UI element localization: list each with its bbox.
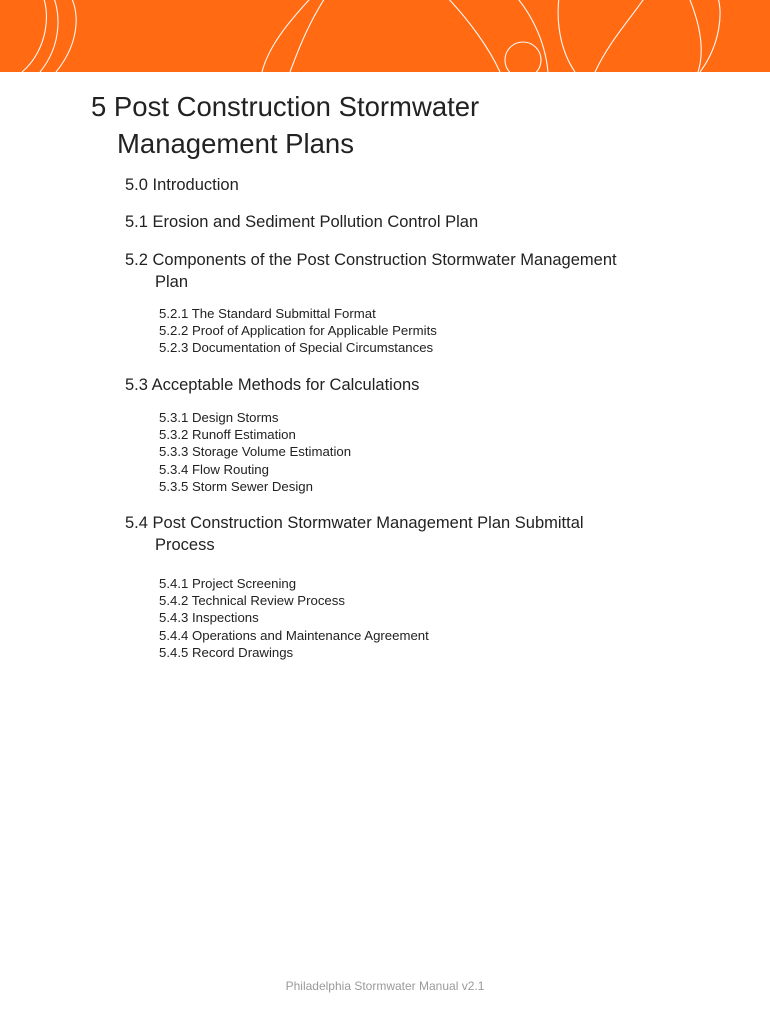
subsection-list-5-4 [159, 575, 429, 661]
list-item: 5.3.5 Storm Sewer Design [159, 478, 313, 494]
list-item: 5.4.1 Project Screening [159, 576, 297, 591]
page-footer: Philadelphia Stormwater Manual v2.1 [285, 979, 485, 993]
section-heading-5-2 [125, 249, 617, 293]
chapter-title-line2: Management Plans [117, 128, 354, 159]
list-item: 5.2.1 The Standard Submittal Format [159, 306, 376, 321]
subsection-list-5-2 [159, 305, 437, 357]
list-item: 5.4.5 Record Drawings [159, 644, 294, 660]
section-heading-5-4 [125, 512, 584, 556]
chapter-title [91, 88, 479, 162]
decorative-arcs [0, 0, 770, 72]
chapter-title-line1: 5 Post Construction Stormwater [91, 91, 480, 122]
section-heading-5-1 [125, 211, 478, 233]
section-heading-label: 5.2 Components of the Post Construction Stormwater Management [125, 251, 617, 269]
section-heading-continuation: Process [155, 536, 215, 554]
section-heading-5-0 [125, 174, 239, 196]
list-item: 5.2.3 Documentation of Special Circumstances [159, 340, 434, 356]
list-item: 5.3.2 Runoff Estimation [159, 427, 296, 443]
list-item: 5.4.2 Technical Review Process [159, 593, 345, 609]
list-item: 5.4.4 Operations and Maintenance Agreement [159, 627, 429, 643]
list-item: 5.4.3 Inspections [159, 610, 259, 626]
section-heading-label: 5.3 Acceptable Methods for Calculations [125, 376, 420, 394]
list-item: 5.3.4 Flow Routing [159, 461, 269, 477]
section-heading-continuation: Plan [155, 273, 189, 291]
section-heading-5-3 [125, 374, 419, 396]
header-banner [0, 0, 770, 72]
list-item: 5.3.1 Design Storms [159, 410, 279, 425]
section-heading-label: 5.1 Erosion and Sediment Pollution Control Plan [125, 213, 479, 231]
list-item: 5.3.3 Storage Volume Estimation [159, 444, 352, 460]
subsection-list-5-3 [159, 409, 351, 495]
section-heading-label: 5.0 Introduction [125, 176, 239, 194]
list-item: 5.2.2 Proof of Application for Applicable Permits [159, 323, 437, 339]
section-heading-label: 5.4 Post Construction Stormwater Management Plan Submittal [125, 514, 584, 532]
